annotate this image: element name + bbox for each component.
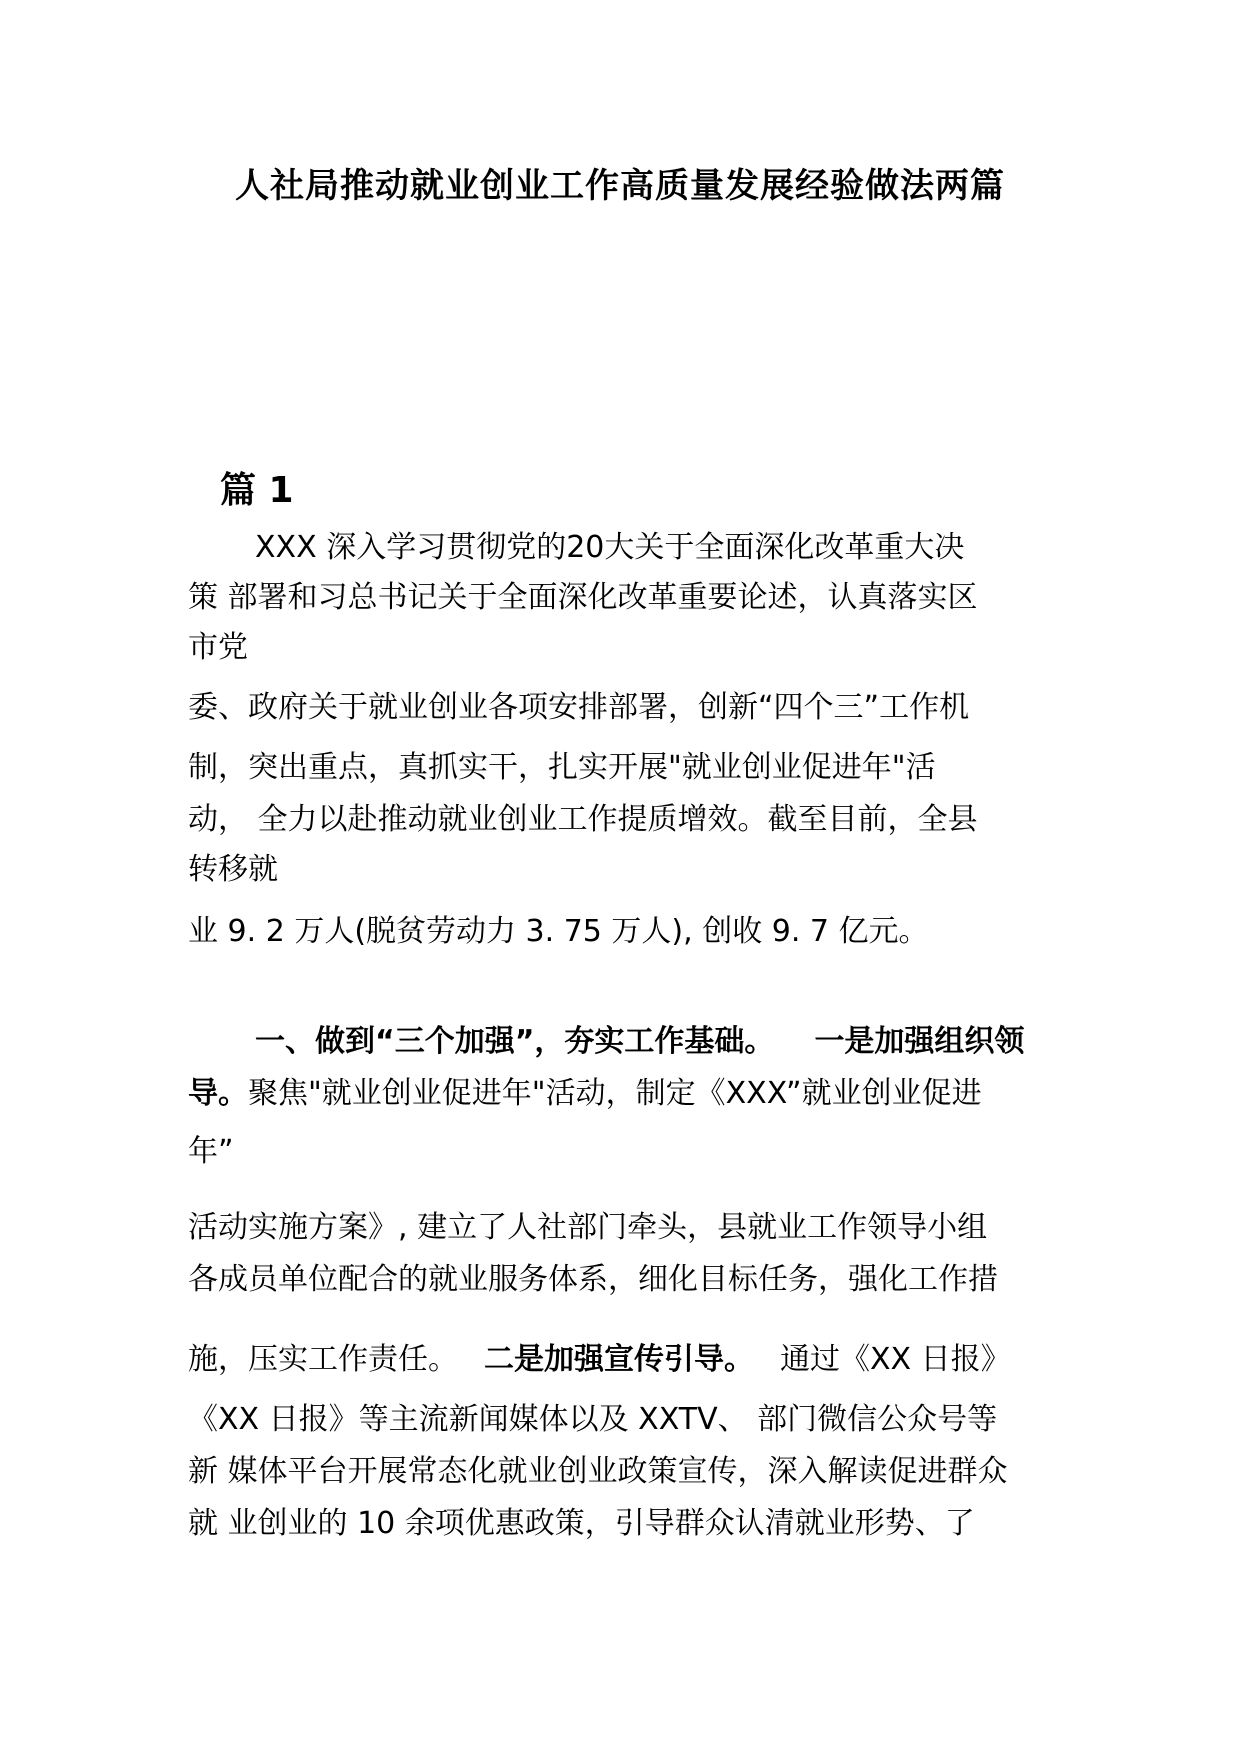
paragraph-line: 转移就 [188,852,278,887]
paragraph-text: 聚焦"就业创业促进年"活动，制定《XXX”就业创业促进 [248,1076,982,1111]
bold-subheading: 一是加强组织领 [814,1024,1025,1059]
paragraph-line [188,1340,1011,1380]
bold-heading: 一、做到“三个加强”，夯实工作基础。 [255,1024,775,1059]
bold-subheading: 导。 [188,1076,248,1111]
paragraph-line [188,1074,982,1114]
paragraph-line: XXX 深入学习贯彻党的20大关于全面深化改革重大决 [255,530,965,565]
paragraph-line: 年” [188,1134,234,1169]
paragraph-text: 施，压实工作责任。 [188,1342,458,1377]
paragraph-line: 业 9. 2 万人(脱贫劳动力 3. 75 万人), 创收 9. 7 亿元。 [188,914,929,949]
paragraph-line: 各成员单位配合的就业服务体系，细化目标任务，强化工作措 [188,1262,998,1297]
section-heading: 篇 1 [220,470,294,511]
paragraph-line: 委、政府关于就业创业各项安排部署，创新“四个三”工作机 [188,690,970,725]
paragraph-line: 市党 [188,630,248,665]
bold-subheading: 二是加强宣传引导。 [484,1342,754,1377]
document-title: 人社局推动就业创业工作高质量发展经验做法两篇 [235,166,1005,206]
paragraph-line: 动， 全力以赴推动就业创业工作提质增效。截至目前，全县 [188,802,978,837]
paragraph-text: 通过《XX 日报》 [780,1342,1011,1377]
paragraph-line: 制，突出重点，真抓实干，扎实开展"就业创业促进年"活 [188,750,936,785]
paragraph-line: 新 媒体平台开展常态化就业创业政策宣传，深入解读促进群众 [188,1454,1008,1489]
paragraph-line: 就 业创业的 10 余项优惠政策，引导群众认清就业形势、了 [188,1506,975,1541]
paragraph-line: 《XX 日报》等主流新闻媒体以及 XXTV、 部门微信公众号等 [188,1402,998,1437]
paragraph-line [255,1022,1024,1062]
paragraph-line: 活动实施方案》, 建立了人社部门牵头，县就业工作领导小组 [188,1210,988,1245]
paragraph-line: 策 部署和习总书记关于全面深化改革重要论述，认真落实区 [188,580,978,615]
